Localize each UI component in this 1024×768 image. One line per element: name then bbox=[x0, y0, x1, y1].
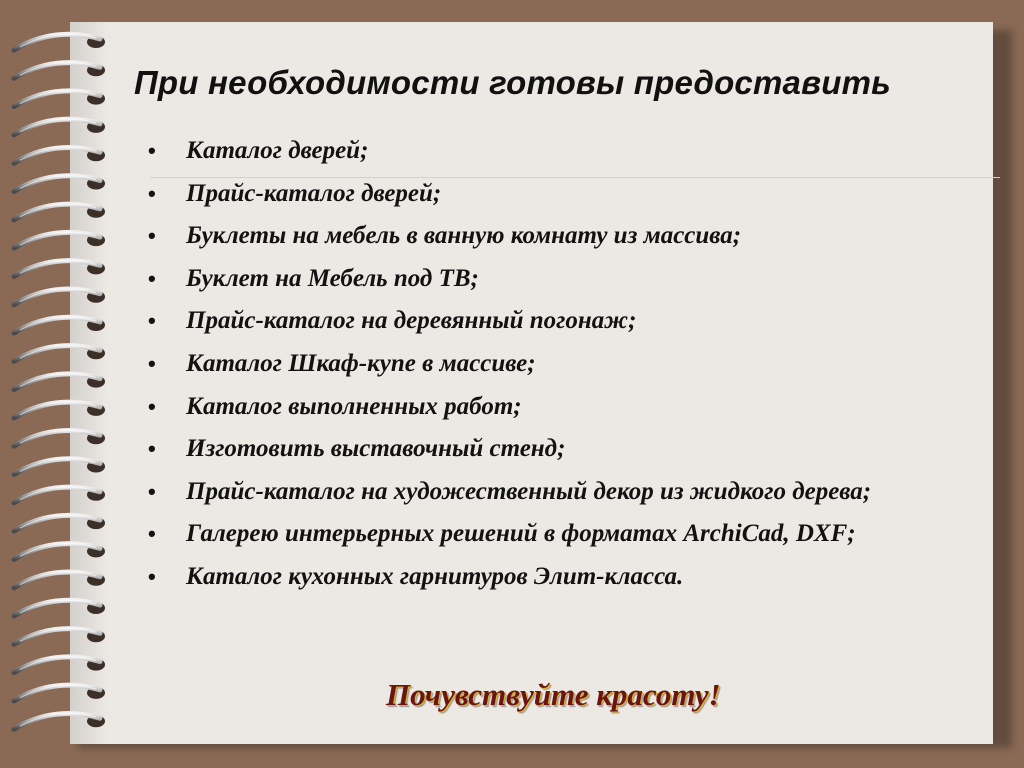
list-item bbox=[148, 475, 1008, 509]
list-item-text: Буклет на Мебель под ТВ; bbox=[186, 264, 479, 292]
spiral-ring-icon bbox=[14, 204, 105, 220]
list-item-text: Прайс-каталог на художественный декор из жидкого дерева; bbox=[186, 477, 872, 505]
list-item bbox=[148, 390, 1008, 424]
spiral-ring-icon bbox=[14, 402, 105, 418]
list-item-text: Буклеты на мебель в ванную комнату из массива; bbox=[186, 222, 742, 250]
spiral-ring-icon bbox=[14, 629, 105, 645]
spiral-ring-icon bbox=[14, 657, 105, 673]
spiral-ring-icon bbox=[14, 34, 105, 50]
list-item bbox=[148, 347, 1008, 381]
spiral-ring-icon bbox=[14, 600, 105, 616]
list-item bbox=[148, 517, 1008, 551]
spiral-ring-icon bbox=[14, 515, 105, 531]
spiral-ring-icon bbox=[14, 374, 105, 390]
list-item-text: Прайс-каталог на деревянный погонаж; bbox=[186, 307, 637, 335]
list-item bbox=[148, 432, 1008, 466]
spiral-ring-icon bbox=[14, 317, 105, 333]
bullet-icon: • bbox=[148, 436, 156, 462]
list-item-text: Галерею интерьерных решений в форматах ArchiCad, DXF; bbox=[186, 520, 856, 548]
list-item bbox=[148, 560, 1008, 594]
spiral-ring-icon bbox=[14, 487, 105, 503]
spiral-ring-icon bbox=[14, 572, 105, 588]
slogan: Почувствуйте красоту! bbox=[386, 677, 721, 712]
spiral-ring-icon bbox=[14, 544, 105, 560]
spiral-ring-icon bbox=[14, 346, 105, 362]
bullet-icon: • bbox=[148, 138, 156, 163]
offer-list bbox=[148, 134, 1008, 603]
list-item bbox=[148, 262, 1008, 296]
list-item-text: Прайс-каталог дверей; bbox=[186, 179, 442, 207]
bullet-icon: • bbox=[148, 478, 156, 504]
spiral-ring-icon bbox=[14, 176, 105, 192]
list-item-text: Каталог выполненных работ; bbox=[186, 392, 522, 420]
bullet-icon: • bbox=[148, 393, 156, 419]
list-item bbox=[148, 219, 1008, 253]
slide-title: При необходимости готовы предоставить bbox=[134, 64, 891, 101]
bullet-icon: • bbox=[148, 563, 156, 589]
spiral-ring-icon bbox=[14, 63, 105, 79]
bullet-icon: • bbox=[148, 223, 156, 249]
list-item-text: Каталог дверей; bbox=[186, 137, 369, 164]
spiral-binding bbox=[0, 0, 130, 768]
spiral-ring-icon bbox=[14, 713, 105, 729]
list-item bbox=[148, 177, 1008, 211]
spiral-ring-icon bbox=[14, 232, 105, 248]
spiral-ring-icon bbox=[14, 119, 105, 135]
bullet-icon: • bbox=[148, 265, 156, 291]
bullet-icon: • bbox=[148, 350, 156, 376]
list-item bbox=[148, 134, 1008, 168]
spiral-ring-icon bbox=[14, 430, 105, 446]
spiral-ring-icon bbox=[14, 261, 105, 277]
list-item-text: Каталог кухонных гарнитуров Элит-класса. bbox=[186, 562, 684, 590]
spiral-ring-icon bbox=[14, 91, 105, 107]
bullet-icon: • bbox=[148, 180, 156, 206]
bullet-icon: • bbox=[148, 308, 156, 334]
list-item-text: Изготовить выставочный стенд; bbox=[186, 435, 566, 463]
spiral-ring-icon bbox=[14, 459, 105, 475]
list-item-text: Каталог Шкаф-купе в массиве; bbox=[186, 349, 536, 377]
spiral-ring-icon bbox=[14, 147, 105, 163]
list-item bbox=[148, 304, 1008, 338]
spiral-ring-icon bbox=[14, 289, 105, 305]
spiral-ring-icon bbox=[14, 685, 105, 701]
bullet-icon: • bbox=[148, 521, 156, 547]
